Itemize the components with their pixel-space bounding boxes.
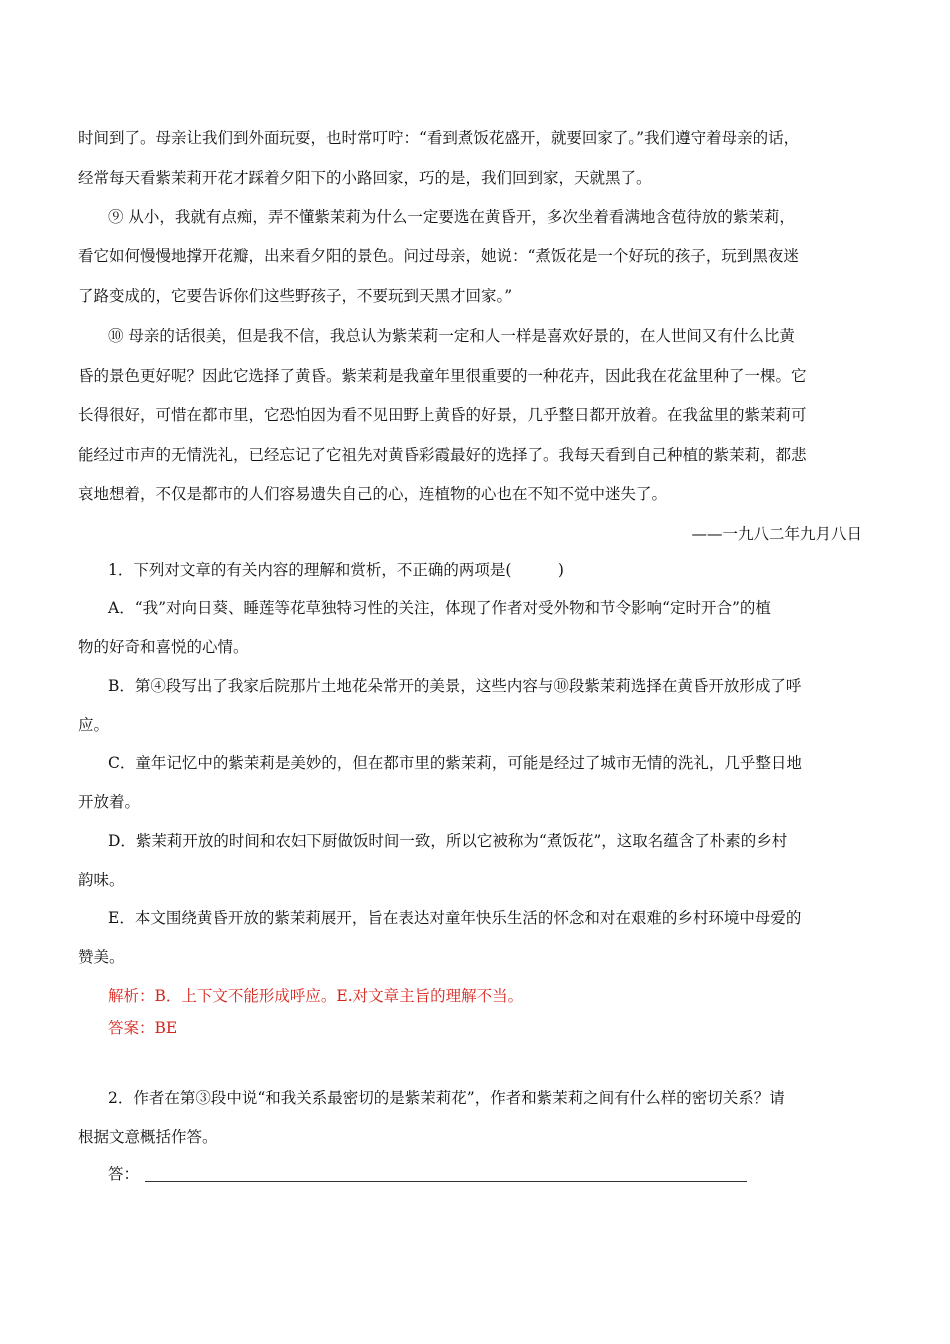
option-d-line-2: 韵味。 — [78, 871, 125, 889]
question-1-analysis: 解析：B．上下文不能形成呼应。E.对文章主旨的理解不当。 — [108, 987, 524, 1005]
option-b-line-2: 应。 — [78, 716, 110, 734]
passage-line: 经常每天看紫茉莉开花才踩着夕阳下的小路回家，巧的是，我们回到家，天就黑了。 — [78, 169, 652, 187]
question-2-stem-line-2: 根据文意概括作答。 — [78, 1128, 218, 1146]
option-e-line-2: 赞美。 — [78, 948, 125, 966]
question-2-stem-line-1: 2．作者在第③段中说“和我关系最密切的是紫茉莉花”，作者和紫茉莉之间有什么样的密切关系？请 — [108, 1089, 785, 1107]
answer-label: 答： — [108, 1165, 140, 1183]
question-1-answer: 答案：BE — [108, 1019, 178, 1037]
passage-line: 哀地想着，不仅是都市的人们容易遗失自己的心，连植物的心也在不知不觉中迷失了。 — [78, 485, 668, 503]
option-a-line-2: 物的好奇和喜悦的心情。 — [78, 638, 249, 656]
passage-line: 能经过市声的无情洗礼，已经忘记了它祖先对黄昏彩霞最好的选择了。我每天看到自己种植的紫茉莉，都悲 — [78, 446, 807, 464]
passage-line: 了路变成的，它要告诉你们这些野孩子，不要玩到天黑才回家。” — [78, 287, 513, 305]
option-c-line-1: C．童年记忆中的紫茉莉是美妙的，但在都市里的紫茉莉，可能是经过了城市无情的洗礼，几乎整日地 — [108, 754, 802, 772]
passage-line: 长得很好，可惜在都市里，它恐怕因为看不见田野上黄昏的好景，几乎整日都开放着。在我盆里的紫茉莉可 — [78, 406, 807, 424]
option-b-line-1: B．第④段写出了我家后院那片土地花朵常开的美景，这些内容与⑩段紫茉莉选择在黄昏开放形成了呼 — [108, 677, 802, 695]
paragraph-10-start: ⑩ 母亲的话很美，但是我不信，我总认为紫茉莉一定和人一样是喜欢好景的，在人世间又有什么比黄 — [108, 327, 795, 345]
option-e-line-1: E．本文围绕黄昏开放的紫茉莉展开，旨在表达对童年快乐生活的怀念和对在艰难的乡村环境中母爱的 — [108, 909, 802, 927]
option-a-line-1: A．“我”对向日葵、睡莲等花草独特习性的关注，体现了作者对受外物和节令影响“定时开合”的植 — [108, 599, 771, 617]
passage-line: 看它如何慢慢地撑开花瓣，出来看夕阳的景色。问过母亲，她说：“煮饭花是一个好玩的孩子，玩到黑夜迷 — [78, 247, 799, 265]
option-c-line-2: 开放着。 — [78, 793, 141, 811]
passage-line: 昏的景色更好呢？因此它选择了黄昏。紫茉莉是我童年里很重要的一种花卉，因此我在花盆里种了一棵。它 — [78, 367, 807, 385]
option-d-line-1: D．紫茉莉开放的时间和农妇下厨做饭时间一致，所以它被称为“煮饭花”，这取名蕴含了朴素的乡村 — [108, 832, 788, 850]
paragraph-9-start: ⑨ 从小，我就有点痴，弄不懂紫茉莉为什么一定要选在黄昏开，多次坐着看满地含苞待放的紫茉莉， — [108, 208, 795, 226]
passage-date-signature: ——一九八二年九月八日 — [691, 525, 862, 543]
answer-blank-line[interactable] — [145, 1181, 747, 1182]
question-1-stem: 1．下列对文章的有关内容的理解和赏析，不正确的两项是( ) — [108, 561, 564, 579]
passage-line: 时间到了。母亲让我们到外面玩耍，也时常叮咛：“看到煮饭花盛开，就要回家了。”我们遵守着母亲的话， — [78, 129, 800, 147]
